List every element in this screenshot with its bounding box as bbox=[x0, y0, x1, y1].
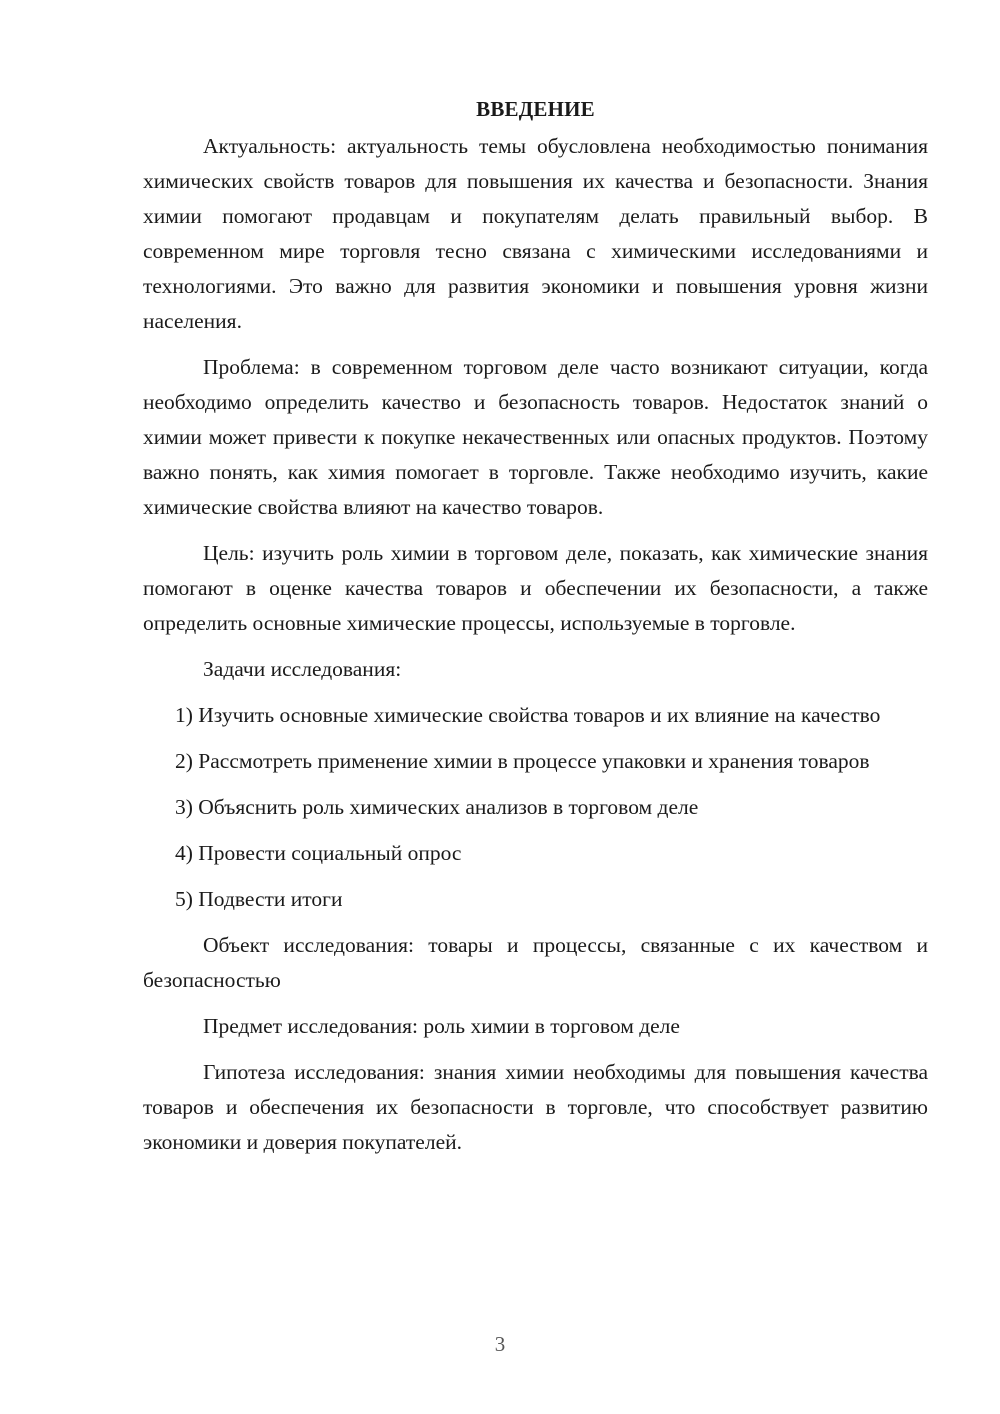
document-page bbox=[143, 92, 928, 1171]
tasks-heading: Задачи исследования: bbox=[203, 657, 402, 681]
task-item: 4) Провести социальный опрос bbox=[175, 841, 462, 865]
task-item: 2) Рассмотреть применение химии в процессе упаковки и хранения товаров bbox=[175, 749, 870, 773]
section-title: ВВЕДЕНИЕ bbox=[476, 97, 595, 121]
paragraph-goal: Цель: изучить роль химии в торговом деле, показать, как химические знания помогают в оценке качества товаров и обеспечении их безопасности, а также определить основные химические процессы, используемые в торговле. bbox=[143, 541, 928, 635]
paragraph-hypothesis: Гипотеза исследования: знания химии необходимы для повышения качества товаров и обеспечения их безопасности в торговле, что способствует развитию экономики и доверия покупателей. bbox=[143, 1060, 928, 1154]
paragraph-relevance: Актуальность: актуальность темы обусловлена необходимостью понимания химических свойств товаров для повышения их качества и безопасности. Знания химии помогают продавцам и покупателям делать правильный выбор. В современном мире торговля тесно связана с химическими исследованиями и технологиями. Это важно для развития экономики и повышения уровня жизни населения. bbox=[143, 134, 928, 333]
page-number: 3 bbox=[494, 1332, 506, 1356]
task-item: 5) Подвести итоги bbox=[175, 887, 343, 911]
task-item: 1) Изучить основные химические свойства товаров и их влияние на качество bbox=[175, 703, 881, 727]
paragraph-object: Объект исследования: товары и процессы, связанные с их качеством и безопасностью bbox=[143, 933, 928, 992]
paragraph-subject: Предмет исследования: роль химии в торговом деле bbox=[203, 1014, 680, 1038]
paragraph-problem: Проблема: в современном торговом деле часто возникают ситуации, когда необходимо определить качество и безопасность товаров. Недостаток знаний о химии может привести к покупке некачественных или опасных продуктов. Поэтому важно понять, как химия помогает в торговле. Также необходимо изучить, какие химические свойства влияют на качество товаров. bbox=[143, 355, 928, 519]
task-item: 3) Объяснить роль химических анализов в торговом деле bbox=[175, 795, 699, 819]
